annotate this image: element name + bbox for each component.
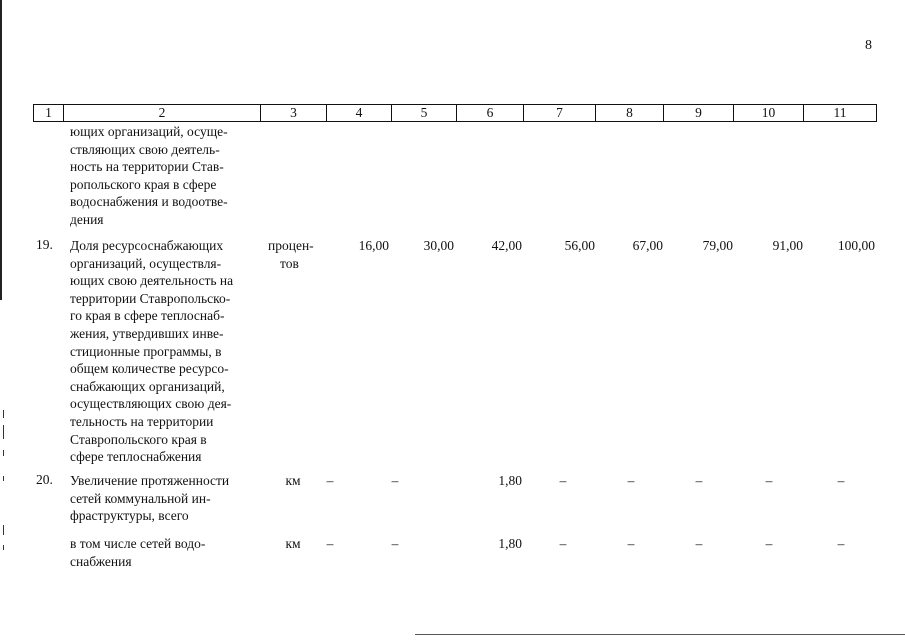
value-cell: – [559, 536, 567, 551]
header-col-11: 11 [804, 105, 877, 122]
value-cell: 42,00 [491, 238, 522, 253]
value-cell: 30,00 [423, 238, 454, 253]
value-cell: 79,00 [702, 238, 733, 253]
value-cell: 100,00 [837, 238, 875, 253]
value-cell: 1,80 [498, 536, 522, 551]
row-number: 20. [36, 472, 53, 487]
page-left-edge [0, 0, 2, 300]
value-cell: – [695, 536, 703, 551]
column-number-header [33, 104, 877, 122]
header-col-5: 5 [392, 105, 457, 122]
value-cell: 67,00 [632, 238, 663, 253]
header-col-8: 8 [596, 105, 664, 122]
value-cell: 16,00 [358, 238, 389, 253]
indicator-name: Доля ресурсоснабжающих организаций, осуществля- ющих свою деятельность на территории Ставропольско- го края в сфере теплоснаб- жения, утвердивших инве- стиционные программы, в общем количестве ресурсо- снабжающих организаций, осуществляющих свою дея- тельность на территории Ставропольского края в сфере теплоснабжения [70, 238, 234, 465]
value-cell: – [559, 473, 567, 488]
value-cell: – [837, 536, 845, 551]
header-col-1: 1 [34, 105, 64, 122]
scan-mark [3, 545, 4, 550]
scan-mark [3, 450, 4, 456]
scan-mark [3, 410, 4, 418]
value-cell: 91,00 [772, 238, 803, 253]
scan-mark [3, 425, 4, 439]
header-col-4: 4 [327, 105, 392, 122]
unit-cell: км [285, 536, 301, 551]
header-col-10: 10 [734, 105, 804, 122]
indicator-name: ющих организаций, осуще- ствляющих свою деятель- ность на территории Став- ропольского края в сфере водоснабжения и водоотве- дения [70, 124, 228, 227]
indicator-name: Увеличение протяженности сетей коммунальной ин- фраструктуры, всего [70, 473, 230, 524]
value-cell: – [391, 473, 399, 488]
header-col-7: 7 [524, 105, 596, 122]
footer-rule [415, 634, 905, 635]
value-cell: 56,00 [564, 238, 595, 253]
value-cell: – [326, 536, 334, 551]
header-col-6: 6 [457, 105, 524, 122]
value-cell: – [326, 473, 334, 488]
scan-mark [3, 525, 4, 535]
unit-cell: процен- тов [268, 238, 314, 271]
indicator-name: в том числе сетей водо- снабжения [70, 536, 206, 569]
page-number: 8 [865, 38, 872, 53]
unit-cell: км [285, 473, 301, 488]
header-col-2: 2 [64, 105, 261, 122]
value-cell: – [765, 536, 773, 551]
value-cell: – [837, 473, 845, 488]
value-cell: 1,80 [498, 473, 522, 488]
value-cell: – [695, 473, 703, 488]
value-cell: – [391, 536, 399, 551]
value-cell: – [765, 473, 773, 488]
row-number: 19. [36, 237, 53, 252]
scan-mark [3, 476, 4, 481]
value-cell: – [627, 473, 635, 488]
value-cell: – [627, 536, 635, 551]
header-col-9: 9 [664, 105, 734, 122]
header-col-3: 3 [261, 105, 327, 122]
